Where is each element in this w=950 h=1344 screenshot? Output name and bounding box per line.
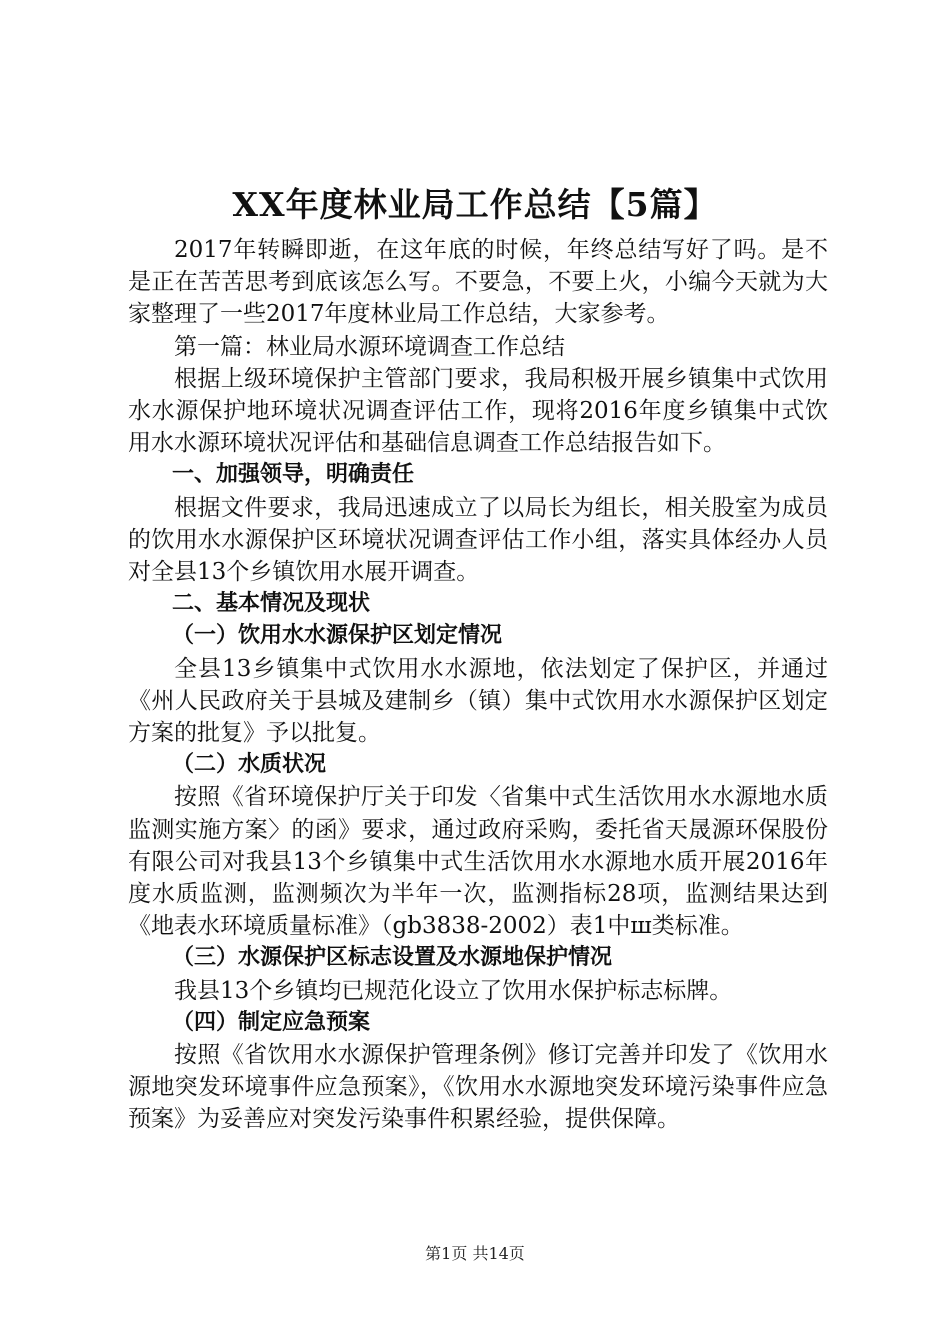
document-title: XX年度林业局工作总结【5篇】 <box>232 185 718 224</box>
body-paragraph: 按照《省环境保护厅关于印发〈省集中式生活饮用水水源地水质监测实施方案〉的函》要求，通过政府采购，委托省天晟源环保股份有限公司对我县13个乡镇集中式生活饮用水水源地水质开展2016年度水质监测，监测频次为半年一次，监测指标28项，监测结果达到《地表水环境质量标准》（gb3838-2002）表1中ш类标准。 <box>128 784 828 940</box>
body-paragraph: 全县13乡镇集中式饮用水水源地，依法划定了保护区，并通过《州人民政府关于县城及建制乡（镇）集中式饮用水水源保护区划定方案的批复》予以批复。 <box>128 655 828 747</box>
subsection-heading: （四）制定应急预案 <box>172 1009 371 1035</box>
intro-paragraph: 2017年转瞬即逝，在这年底的时候，年终总结写好了吗。是不是正在苦苦思考到底该怎么写。不要急，不要上火，小编今天就为大家整理了一些2017年度林业局工作总结，大家参考。 <box>128 237 828 328</box>
subsection-heading: （三）水源保护区标志设置及水源地保护情况 <box>172 945 613 971</box>
section-heading: 二、基本情况及现状 <box>172 591 371 617</box>
body-paragraph: 根据文件要求，我局迅速成立了以局长为组长，相关股室为成员的饮用水水源保护区环境状况调查评估工作小组，落实具体经办人员对全县13个乡镇饮用水展开调查。 <box>128 494 828 586</box>
document-body <box>128 234 828 1136</box>
body-paragraph: 按照《省饮用水水源保护管理条例》修订完善并印发了《饮用水源地突发环境事件应急预案》，《饮用水水源地突发环境污染事件应急预案》为妥善应对突发污染事件积累经验，提供保障。 <box>128 1042 828 1133</box>
body-paragraph: 我县13个乡镇均已规范化设立了饮用水保护标志标牌。 <box>174 977 733 1004</box>
chapter-heading: 第一篇：林业局水源环境调查工作总结 <box>174 333 565 360</box>
subsection-heading: （一）饮用水水源保护区划定情况 <box>172 623 503 649</box>
page-number-footer: 第1页 共14页 <box>425 1244 525 1263</box>
subsection-heading: （二）水质状况 <box>172 752 327 778</box>
section-heading: 一、加强领导，明确责任 <box>172 462 415 488</box>
body-paragraph: 根据上级环境保护主管部门要求，我局积极开展乡镇集中式饮用水水源保护地环境状况调查评估工作，现将2016年度乡镇集中式饮用水水源环境状况评估和基础信息调查工作总结报告如下。 <box>128 365 828 457</box>
